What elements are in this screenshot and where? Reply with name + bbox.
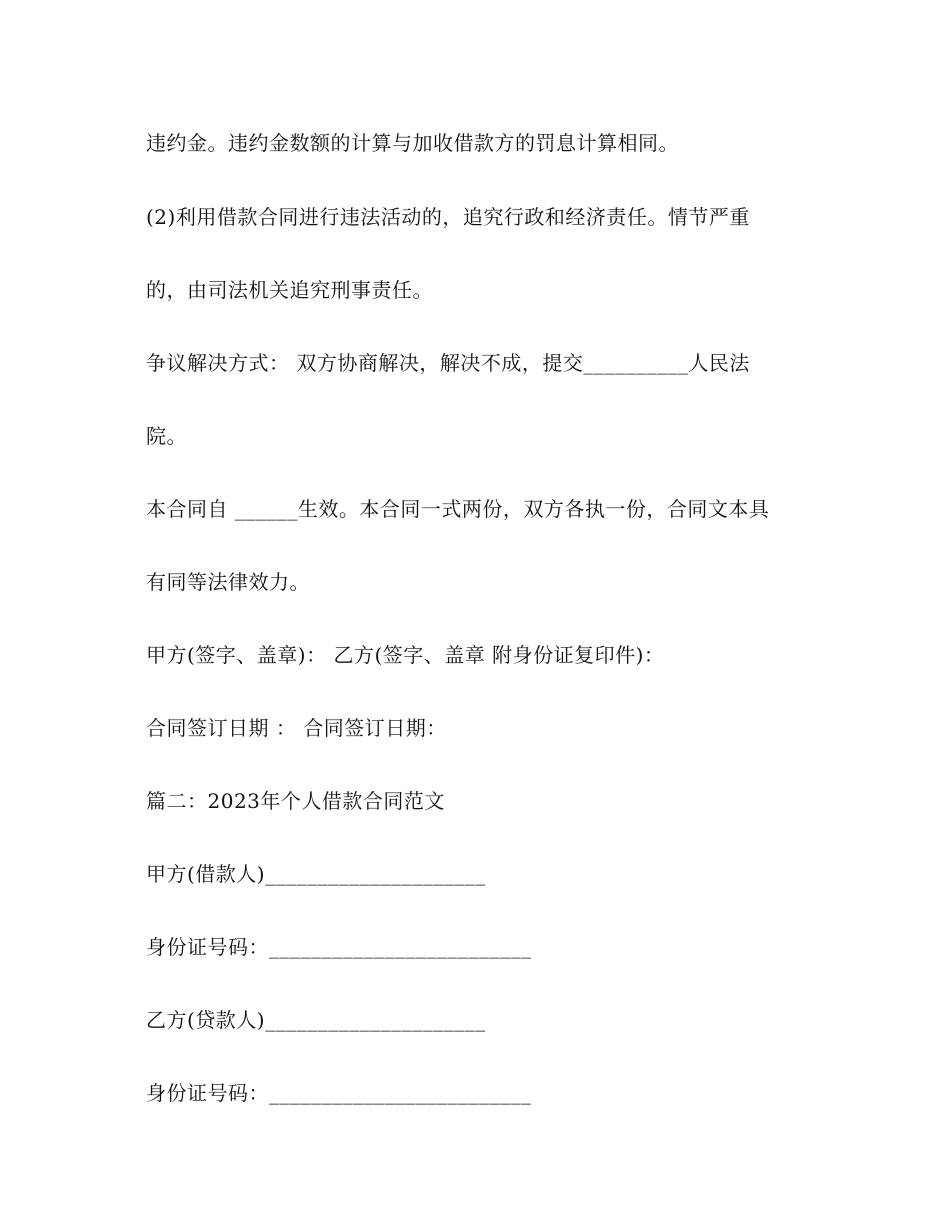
- section-heading: 篇二：2023年个人借款合同范文: [146, 789, 445, 813]
- text-line-court: 院。: [146, 424, 187, 448]
- text-line-sign-dates: 合同签订日期 ： 合同签订日期：: [146, 716, 447, 740]
- text-line-legal-effect: 有同等法律效力。: [146, 570, 310, 594]
- text-line-party-b-id: 身份证号码：_________________________: [146, 1081, 532, 1105]
- text-line-dispute-resolution: 争议解决方式： 双方协商解决，解决不成，提交__________人民法: [146, 351, 750, 375]
- text-line-signatures: 甲方(签字、盖章)： 乙方(签字、盖章 附身份证复印件)：: [146, 643, 665, 667]
- text-line-party-b: 乙方(贷款人)_____________________: [146, 1008, 486, 1032]
- text-line-effective: 本合同自 ______生效。本合同一式两份，双方各执一份，合同文本具: [146, 497, 770, 521]
- text-line-party-a: 甲方(借款人)_____________________: [146, 862, 486, 886]
- text-line-penalty: 违约金。违约金数额的计算与加收借款方的罚息计算相同。: [146, 131, 679, 155]
- text-line-criminal-liability: 的，由司法机关追究刑事责任。: [146, 278, 433, 302]
- text-line-illegal-use: (2)利用借款合同进行违法活动的，追究行政和经济责任。情节严重: [146, 205, 750, 229]
- text-line-party-a-id: 身份证号码：_________________________: [146, 935, 532, 959]
